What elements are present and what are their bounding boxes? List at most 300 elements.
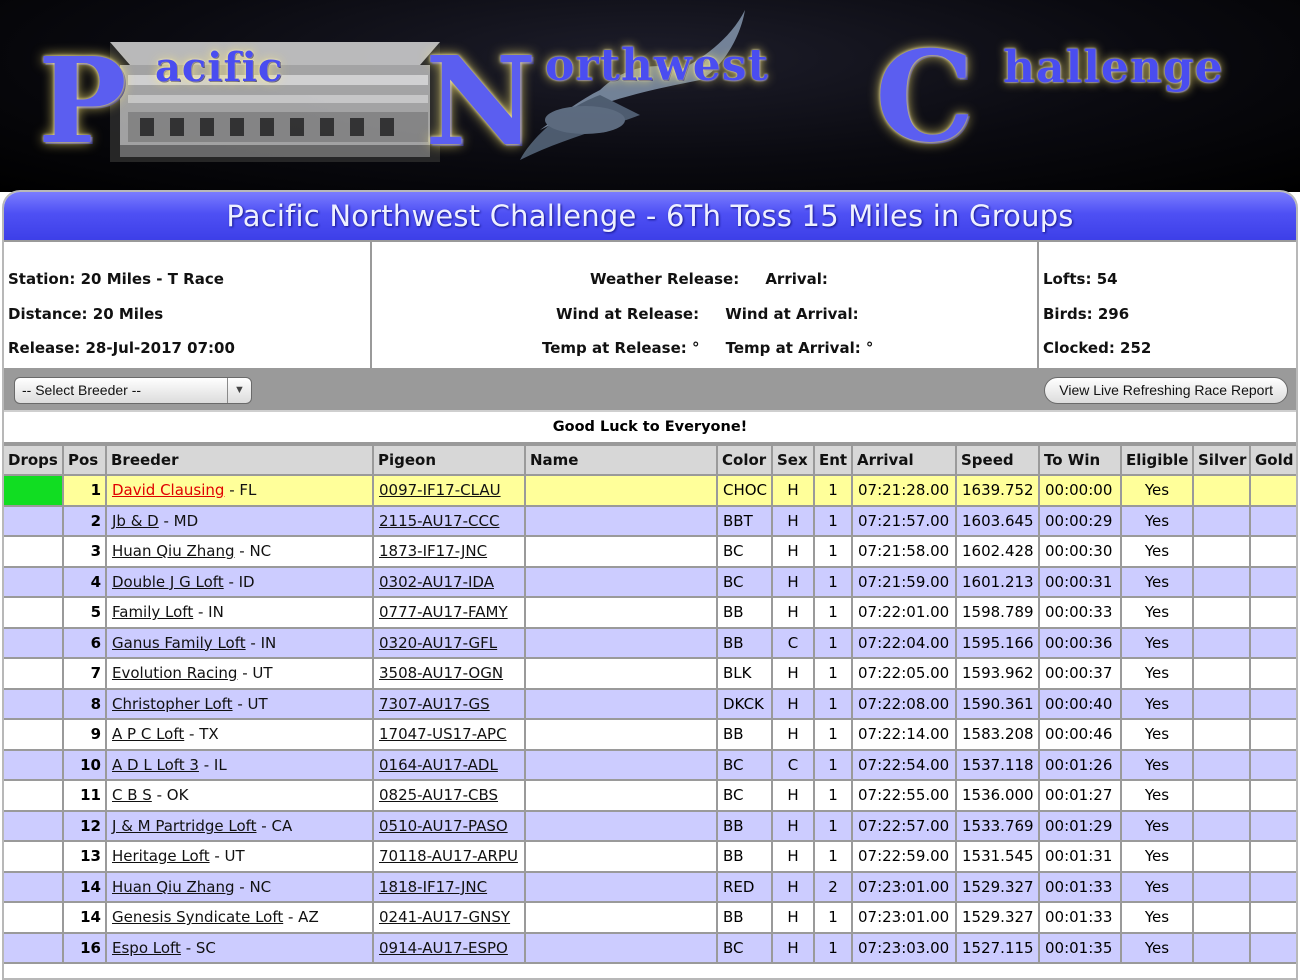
wind-text: Wind at Release: Wind at Arrival: xyxy=(556,304,859,323)
color-cell: RED xyxy=(717,872,772,903)
color-cell: BB xyxy=(717,811,772,842)
gold-cell xyxy=(1250,719,1298,750)
pigeon-cell xyxy=(373,780,525,811)
breeder-link[interactable]: A P C Loft xyxy=(112,725,185,744)
drops-cell xyxy=(3,780,63,811)
pigeon-cell xyxy=(373,719,525,750)
color-cell: BC xyxy=(717,567,772,598)
column-header-color: Color xyxy=(717,445,772,475)
pigeon-cell xyxy=(373,872,525,903)
silver-cell xyxy=(1193,719,1250,750)
table-row xyxy=(3,719,1298,750)
pigeon-cell xyxy=(373,567,525,598)
entry-cell: 1 xyxy=(814,597,852,628)
breeder-cell xyxy=(106,841,373,872)
breeder-link[interactable]: David Clausing xyxy=(112,481,225,500)
silver-cell xyxy=(1193,628,1250,659)
name-cell xyxy=(525,689,717,720)
silver-cell xyxy=(1193,780,1250,811)
speed-cell: 1590.361 xyxy=(956,689,1039,720)
gold-cell xyxy=(1250,811,1298,842)
color-cell: BB xyxy=(717,628,772,659)
color-cell: BB xyxy=(717,597,772,628)
pigeon-link[interactable]: 2115-AU17-CCC xyxy=(379,511,500,530)
table-row xyxy=(3,506,1298,537)
entry-cell: 1 xyxy=(814,780,852,811)
breeder-cell xyxy=(106,811,373,842)
breeder-state: - UT xyxy=(209,847,245,866)
to-win-cell: 00:00:00 xyxy=(1039,475,1121,506)
column-header-name: Name xyxy=(525,445,717,475)
column-header-sex: Sex xyxy=(772,445,814,475)
breeder-link[interactable]: Ganus Family Loft xyxy=(112,633,246,652)
speed-cell: 1598.789 xyxy=(956,597,1039,628)
clocked-count: Clocked: 252 xyxy=(1043,339,1152,357)
to-win-cell: 00:00:36 xyxy=(1039,628,1121,659)
color-cell: CHOC xyxy=(717,475,772,506)
sex-cell: H xyxy=(772,872,814,903)
speed-cell: 1533.769 xyxy=(956,811,1039,842)
sex-cell: H xyxy=(772,841,814,872)
breeder-state: - IL xyxy=(198,755,227,774)
sex-cell: H xyxy=(772,658,814,689)
silver-cell xyxy=(1193,872,1250,903)
table-row xyxy=(3,841,1298,872)
breeder-link[interactable]: Huan Qiu Zhang xyxy=(112,877,235,896)
breeder-link[interactable]: Genesis Syndicate Loft xyxy=(112,908,284,927)
drops-cell xyxy=(3,811,63,842)
arrival-cell: 07:22:01.00 xyxy=(852,597,956,628)
drops-cell xyxy=(3,567,63,598)
breeder-cell xyxy=(106,567,373,598)
entry-cell: 1 xyxy=(814,902,852,933)
station-text: Station: 20 Miles - T Race xyxy=(8,270,224,288)
column-header-pos: Pos xyxy=(63,445,106,475)
pigeon-link[interactable]: 0510-AU17-PASO xyxy=(379,816,508,835)
arrival-cell: 07:22:14.00 xyxy=(852,719,956,750)
color-cell: BLK xyxy=(717,658,772,689)
pigeon-link[interactable]: 0164-AU17-ADL xyxy=(379,755,498,774)
pigeon-link[interactable]: 7307-AU17-GS xyxy=(379,694,490,713)
breeder-state: - MD xyxy=(158,511,199,530)
gold-cell xyxy=(1250,567,1298,598)
silver-cell xyxy=(1193,841,1250,872)
gold-cell xyxy=(1250,689,1298,720)
table-row xyxy=(3,902,1298,933)
toolbar xyxy=(4,370,1296,412)
silver-cell xyxy=(1193,689,1250,720)
breeder-cell xyxy=(106,872,373,903)
release-text: Release: 28-Jul-2017 07:00 xyxy=(8,339,235,357)
position-cell: 11 xyxy=(63,780,106,811)
banner-artwork xyxy=(0,0,1300,192)
breeder-state: - SC xyxy=(180,938,216,957)
drops-cell xyxy=(3,750,63,781)
name-cell xyxy=(525,628,717,659)
silver-cell xyxy=(1193,536,1250,567)
to-win-cell: 00:01:26 xyxy=(1039,750,1121,781)
to-win-cell: 00:01:31 xyxy=(1039,841,1121,872)
pigeon-link[interactable]: 0320-AU17-GFL xyxy=(379,633,498,652)
to-win-cell: 00:00:46 xyxy=(1039,719,1121,750)
drops-cell xyxy=(3,689,63,720)
breeder-cell xyxy=(106,719,373,750)
color-cell: BC xyxy=(717,750,772,781)
silver-cell xyxy=(1193,750,1250,781)
pigeon-link[interactable]: 0777-AU17-FAMY xyxy=(379,603,508,622)
arrival-cell: 07:23:01.00 xyxy=(852,872,956,903)
speed-cell: 1602.428 xyxy=(956,536,1039,567)
breeder-link[interactable]: Family Loft xyxy=(112,603,194,622)
gold-cell xyxy=(1250,628,1298,659)
entry-cell: 1 xyxy=(814,475,852,506)
breeder-cell xyxy=(106,536,373,567)
breeder-cell xyxy=(106,780,373,811)
drops-cell xyxy=(3,902,63,933)
breeder-link[interactable]: Heritage Loft xyxy=(112,847,210,866)
results-body xyxy=(3,475,1298,963)
pigeon-cell xyxy=(373,597,525,628)
drops-cell xyxy=(3,719,63,750)
drops-cell xyxy=(3,628,63,659)
arrival-cell: 07:21:28.00 xyxy=(852,475,956,506)
title-bar xyxy=(4,192,1296,242)
name-cell xyxy=(525,658,717,689)
name-cell xyxy=(525,475,717,506)
name-cell xyxy=(525,536,717,567)
eligible-cell: Yes xyxy=(1121,841,1193,872)
gold-cell xyxy=(1250,841,1298,872)
speed-cell: 1536.000 xyxy=(956,780,1039,811)
pigeon-link[interactable]: 0241-AU17-GNSY xyxy=(379,908,511,927)
pigeon-cell xyxy=(373,811,525,842)
table-row xyxy=(3,658,1298,689)
speed-cell: 1603.645 xyxy=(956,506,1039,537)
name-cell xyxy=(525,597,717,628)
sex-cell: C xyxy=(772,628,814,659)
gold-cell xyxy=(1250,872,1298,903)
eligible-cell: Yes xyxy=(1121,597,1193,628)
position-cell: 6 xyxy=(63,628,106,659)
drops-cell xyxy=(3,933,63,964)
table-row xyxy=(3,689,1298,720)
arrival-cell: 07:22:59.00 xyxy=(852,841,956,872)
sex-cell: H xyxy=(772,719,814,750)
pigeon-link[interactable]: 17047-US17-APC xyxy=(379,725,507,744)
arrival-cell: 07:22:55.00 xyxy=(852,780,956,811)
entry-cell: 2 xyxy=(814,872,852,903)
name-cell xyxy=(525,841,717,872)
chevron-down-icon[interactable]: ▼ xyxy=(227,378,251,403)
banner-word-hallenge: hallenge xyxy=(1003,42,1224,93)
to-win-cell: 00:01:35 xyxy=(1039,933,1121,964)
color-cell: BC xyxy=(717,933,772,964)
eligible-cell: Yes xyxy=(1121,902,1193,933)
table-row xyxy=(3,780,1298,811)
breeder-select[interactable] xyxy=(14,377,252,404)
to-win-cell: 00:01:29 xyxy=(1039,811,1121,842)
sex-cell: H xyxy=(772,811,814,842)
table-row xyxy=(3,536,1298,567)
speed-cell: 1595.166 xyxy=(956,628,1039,659)
position-cell: 9 xyxy=(63,719,106,750)
sex-cell: H xyxy=(772,475,814,506)
column-header-eligible: Eligible xyxy=(1121,445,1193,475)
position-cell: 8 xyxy=(63,689,106,720)
breeder-state: - NC xyxy=(234,877,272,896)
race-info-left xyxy=(4,242,372,368)
breeder-link[interactable]: Jb & D xyxy=(112,511,159,530)
breeder-link[interactable]: Christopher Loft xyxy=(112,694,233,713)
weather-text: Weather Release: Arrival: xyxy=(590,270,828,288)
drops-cell xyxy=(3,475,63,506)
entry-cell: 1 xyxy=(814,933,852,964)
eligible-cell: Yes xyxy=(1121,780,1193,811)
breeder-state: - UT xyxy=(232,694,268,713)
pigeon-link[interactable]: 0097-IF17-CLAU xyxy=(379,481,501,500)
eligible-cell: Yes xyxy=(1121,658,1193,689)
breeder-cell xyxy=(106,506,373,537)
sex-cell: H xyxy=(772,506,814,537)
speed-cell: 1529.327 xyxy=(956,872,1039,903)
sex-cell: H xyxy=(772,597,814,628)
silver-cell xyxy=(1193,811,1250,842)
color-cell: BB xyxy=(717,841,772,872)
breeder-state: - NC xyxy=(234,542,272,561)
table-row xyxy=(3,933,1298,964)
race-report-panel xyxy=(2,190,1298,980)
drops-cell xyxy=(3,536,63,567)
eligible-cell: Yes xyxy=(1121,872,1193,903)
breeder-cell xyxy=(106,902,373,933)
table-row xyxy=(3,475,1298,506)
eligible-cell: Yes xyxy=(1121,506,1193,537)
name-cell xyxy=(525,750,717,781)
entry-cell: 1 xyxy=(814,506,852,537)
silver-cell xyxy=(1193,567,1250,598)
silver-cell xyxy=(1193,475,1250,506)
position-cell: 3 xyxy=(63,536,106,567)
breeder-state: - IN xyxy=(193,603,224,622)
color-cell: BB xyxy=(717,902,772,933)
eligible-cell: Yes xyxy=(1121,811,1193,842)
entry-cell: 1 xyxy=(814,719,852,750)
pigeon-link[interactable]: 3508-AU17-OGN xyxy=(379,664,504,683)
breeder-link[interactable]: Huan Qiu Zhang xyxy=(112,542,235,561)
pigeon-link[interactable]: 1818-IF17-JNC xyxy=(379,877,488,896)
sex-cell: H xyxy=(772,567,814,598)
color-cell: BC xyxy=(717,536,772,567)
position-cell: 1 xyxy=(63,475,106,506)
to-win-cell: 00:01:33 xyxy=(1039,872,1121,903)
breeder-select-value: -- Select Breeder -- xyxy=(22,382,142,398)
position-cell: 10 xyxy=(63,750,106,781)
column-header-to-win: To Win xyxy=(1039,445,1121,475)
arrival-cell: 07:23:03.00 xyxy=(852,933,956,964)
speed-cell: 1531.545 xyxy=(956,841,1039,872)
distance-text: Distance: 20 Miles xyxy=(8,304,164,323)
banner-word-orthwest: orthwest xyxy=(545,40,769,91)
site-banner xyxy=(0,0,1300,192)
breeder-cell xyxy=(106,689,373,720)
gold-cell xyxy=(1250,658,1298,689)
column-header-drops: Drops xyxy=(3,445,63,475)
silver-cell xyxy=(1193,506,1250,537)
table-row xyxy=(3,750,1298,781)
gold-cell xyxy=(1250,750,1298,781)
name-cell xyxy=(525,506,717,537)
position-cell: 2 xyxy=(63,506,106,537)
breeder-link[interactable]: C B S xyxy=(112,786,152,805)
entry-cell: 1 xyxy=(814,750,852,781)
arrival-cell: 07:22:54.00 xyxy=(852,750,956,781)
table-row xyxy=(3,567,1298,598)
silver-cell xyxy=(1193,597,1250,628)
sex-cell: H xyxy=(772,933,814,964)
sex-cell: H xyxy=(772,780,814,811)
drops-cell xyxy=(3,841,63,872)
breeder-state: - TX xyxy=(184,725,219,744)
pigeon-cell xyxy=(373,506,525,537)
breeder-cell xyxy=(106,475,373,506)
entry-cell: 1 xyxy=(814,689,852,720)
column-header-gold: Gold xyxy=(1250,445,1298,475)
column-header-speed: Speed xyxy=(956,445,1039,475)
pigeon-link[interactable]: 1873-IF17-JNC xyxy=(379,542,488,561)
banner-word-acific: acific xyxy=(155,44,284,91)
entry-cell: 1 xyxy=(814,811,852,842)
arrival-cell: 07:22:08.00 xyxy=(852,689,956,720)
gold-cell xyxy=(1250,597,1298,628)
breeder-link[interactable]: Double J G Loft xyxy=(112,572,224,591)
name-cell xyxy=(525,567,717,598)
silver-cell xyxy=(1193,902,1250,933)
silver-cell xyxy=(1193,658,1250,689)
speed-cell: 1601.213 xyxy=(956,567,1039,598)
to-win-cell: 00:00:29 xyxy=(1039,506,1121,537)
good-luck-message: Good Luck to Everyone! xyxy=(4,412,1296,444)
position-cell: 13 xyxy=(63,841,106,872)
entry-cell: 1 xyxy=(814,658,852,689)
breeder-state: - ID xyxy=(223,572,255,591)
breeder-state: - FL xyxy=(224,481,257,500)
pigeon-cell xyxy=(373,750,525,781)
arrival-cell: 07:23:01.00 xyxy=(852,902,956,933)
pigeon-cell xyxy=(373,902,525,933)
color-cell: BB xyxy=(717,719,772,750)
breeder-link[interactable]: Evolution Racing xyxy=(112,664,238,683)
birds-count: Birds: 296 xyxy=(1043,304,1130,323)
column-header-pigeon: Pigeon xyxy=(373,445,525,475)
eligible-cell: Yes xyxy=(1121,567,1193,598)
pigeon-link[interactable]: 0825-AU17-CBS xyxy=(379,786,499,805)
arrival-cell: 07:22:57.00 xyxy=(852,811,956,842)
position-cell: 14 xyxy=(63,872,106,903)
pigeon-cell xyxy=(373,841,525,872)
race-info xyxy=(4,242,1296,370)
gold-cell xyxy=(1250,475,1298,506)
arrival-cell: 07:22:05.00 xyxy=(852,658,956,689)
breeder-state: - AZ xyxy=(283,908,319,927)
speed-cell: 1527.115 xyxy=(956,933,1039,964)
column-header-ent: Ent xyxy=(814,445,852,475)
live-report-button[interactable]: View Live Refreshing Race Report xyxy=(1044,377,1288,404)
race-title: Pacific Northwest Challenge - 6Th Toss 15 Miles in Groups xyxy=(226,199,1074,233)
position-cell: 12 xyxy=(63,811,106,842)
arrival-cell: 07:21:57.00 xyxy=(852,506,956,537)
breeder-link[interactable]: A D L Loft 3 xyxy=(112,755,199,774)
eligible-cell: Yes xyxy=(1121,719,1193,750)
drops-cell xyxy=(3,597,63,628)
color-cell: DKCK xyxy=(717,689,772,720)
to-win-cell: 00:00:30 xyxy=(1039,536,1121,567)
arrival-cell: 07:22:04.00 xyxy=(852,628,956,659)
name-cell xyxy=(525,719,717,750)
entry-cell: 1 xyxy=(814,628,852,659)
race-info-weather xyxy=(372,242,1039,368)
eligible-cell: Yes xyxy=(1121,689,1193,720)
speed-cell: 1583.208 xyxy=(956,719,1039,750)
eligible-cell: Yes xyxy=(1121,536,1193,567)
sex-cell: H xyxy=(772,689,814,720)
eligible-cell: Yes xyxy=(1121,750,1193,781)
banner-letter-n: N xyxy=(425,29,537,173)
pigeon-link[interactable]: 0302-AU17-IDA xyxy=(379,572,494,591)
eligible-cell: Yes xyxy=(1121,933,1193,964)
name-cell xyxy=(525,872,717,903)
sex-cell: H xyxy=(772,902,814,933)
column-header-silver: Silver xyxy=(1193,445,1250,475)
breeder-cell xyxy=(106,628,373,659)
gold-cell xyxy=(1250,506,1298,537)
results-table xyxy=(2,444,1298,964)
speed-cell: 1529.327 xyxy=(956,902,1039,933)
color-cell: BBT xyxy=(717,506,772,537)
entry-cell: 1 xyxy=(814,567,852,598)
pigeon-link[interactable]: 0914-AU17-ESPO xyxy=(379,938,508,957)
table-row xyxy=(3,597,1298,628)
banner-letter-c: C xyxy=(875,24,975,170)
drops-cell xyxy=(3,872,63,903)
name-cell xyxy=(525,933,717,964)
pigeon-cell xyxy=(373,628,525,659)
position-cell: 14 xyxy=(63,902,106,933)
entry-cell: 1 xyxy=(814,536,852,567)
pigeon-link[interactable]: 70118-AU17-ARPU xyxy=(379,847,518,866)
breeder-state: - CA xyxy=(256,816,293,835)
table-row xyxy=(3,811,1298,842)
column-header-arrival: Arrival xyxy=(852,445,956,475)
position-cell: 16 xyxy=(63,933,106,964)
speed-cell: 1537.118 xyxy=(956,750,1039,781)
pigeon-cell xyxy=(373,933,525,964)
gold-cell xyxy=(1250,780,1298,811)
eligible-cell: Yes xyxy=(1121,628,1193,659)
eligible-cell: Yes xyxy=(1121,475,1193,506)
table-row xyxy=(3,628,1298,659)
breeder-link[interactable]: J & M Partridge Loft xyxy=(112,816,257,835)
arrival-cell: 07:21:59.00 xyxy=(852,567,956,598)
breeder-link[interactable]: Espo Loft xyxy=(112,938,181,957)
arrival-cell: 07:21:58.00 xyxy=(852,536,956,567)
column-header-breeder: Breeder xyxy=(106,445,373,475)
pigeon-cell xyxy=(373,689,525,720)
breeder-cell xyxy=(106,597,373,628)
to-win-cell: 00:00:33 xyxy=(1039,597,1121,628)
to-win-cell: 00:00:40 xyxy=(1039,689,1121,720)
gold-cell xyxy=(1250,902,1298,933)
entry-cell: 1 xyxy=(814,841,852,872)
